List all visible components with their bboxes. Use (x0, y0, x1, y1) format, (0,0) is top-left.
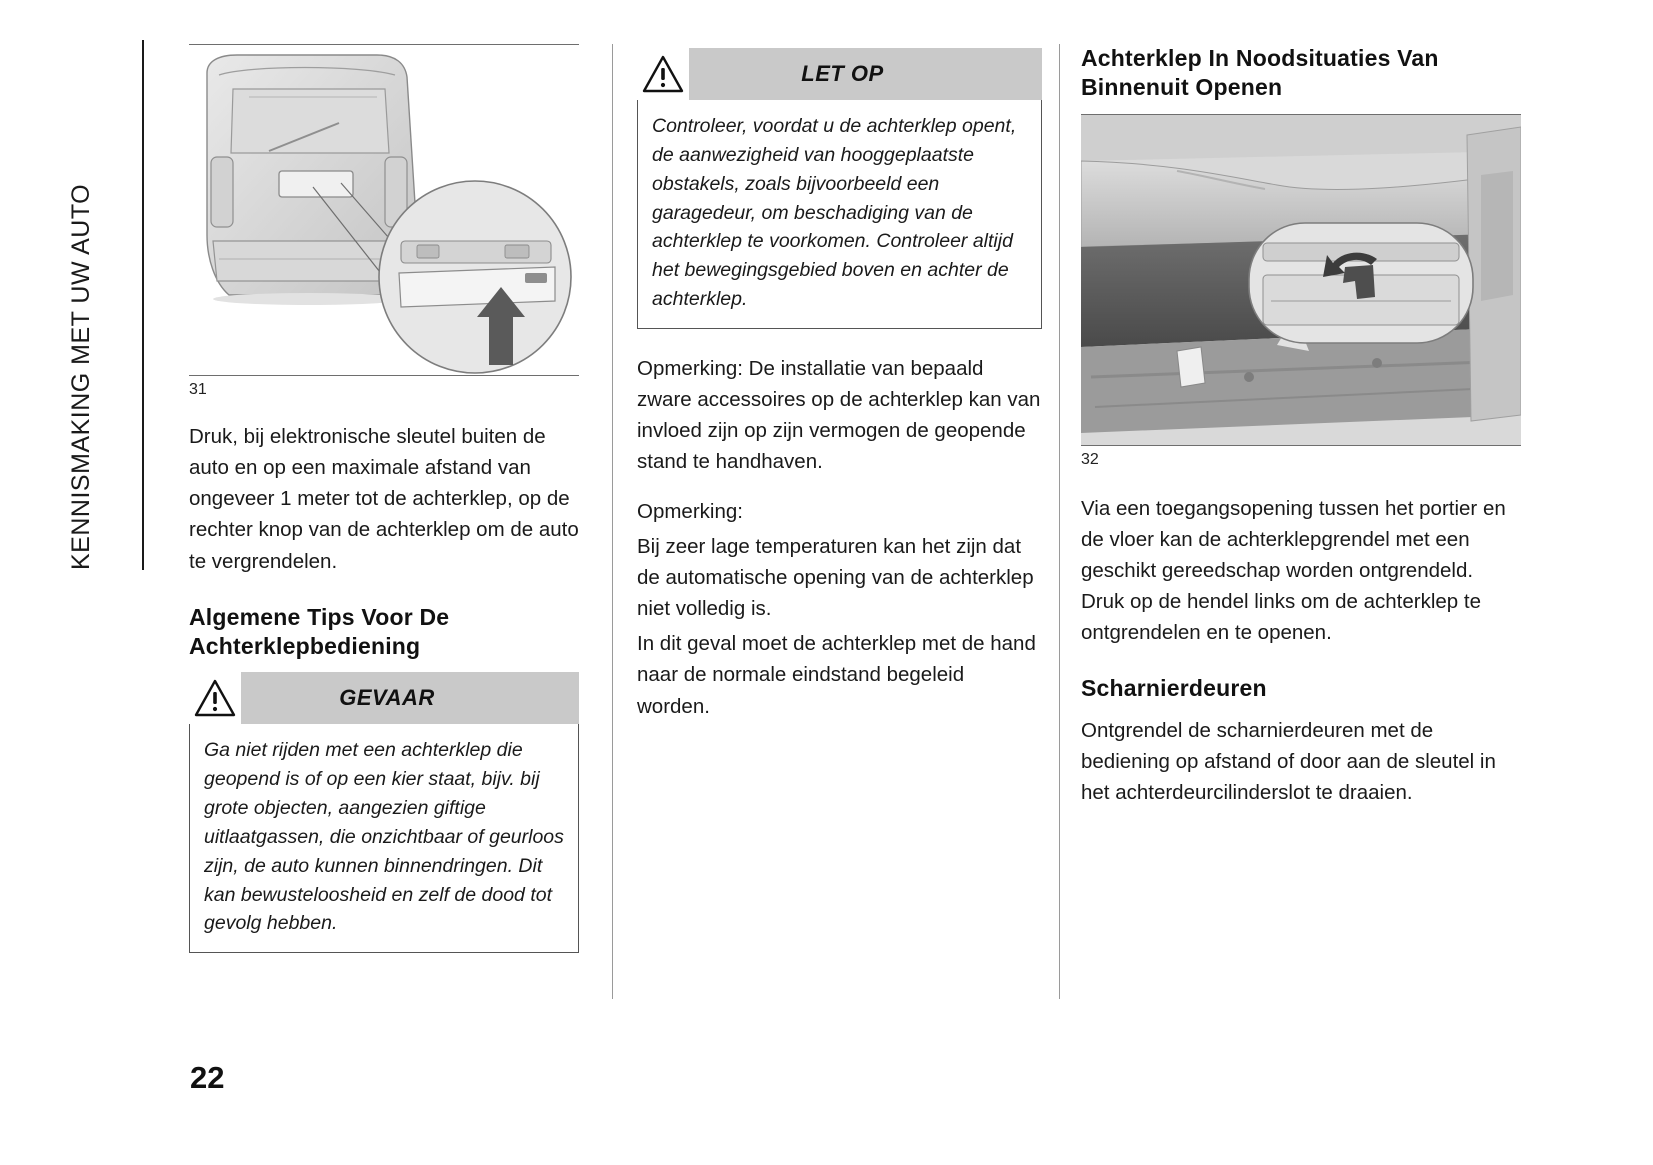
danger-box-header (189, 672, 579, 724)
column-two (637, 44, 1042, 740)
warning-triangle-icon (189, 672, 241, 724)
heading-achterklep-noodsituaties: Achterklep In Noodsituaties Van Binnenuit Openen (1081, 45, 1439, 100)
danger-box-text: Ga niet rijden met een achterklep die geopend is of op een kier staat, bijv. bij grote objecten, aangezien giftige uitlaatgassen, die onzichtbaar of geurloos zijn, de auto kunnen binnendringen. Dit kan bewusteloosheid en zelf de dood tot gevolg hebben. (204, 739, 564, 935)
caution-box (637, 48, 1042, 329)
chapter-side-tab (67, 40, 144, 570)
chapter-label: KENNISMAKING MET UW AUTO (67, 183, 95, 570)
column-divider-1 (612, 44, 613, 999)
column1-paragraph-1: Druk, bij elektronische sleutel buiten de auto en op een maximale afstand van ongeveer 1 meter tot de achterklep, op de rechter knop van de achterklep om de auto te vergrendelen. (189, 425, 579, 573)
danger-box (189, 672, 579, 953)
column3-paragraph-2: Ontgrendel de scharnierdeuren met de bediening op afstand of door aan de sleutel in het achterdeurcilinderslot te draaien. (1081, 719, 1496, 805)
figure-32-number: 32 (1081, 450, 1099, 468)
figure-32-image (1081, 115, 1521, 445)
column-three (1081, 44, 1521, 827)
caution-box-body (637, 100, 1042, 329)
note-1-label: Opmerking: (637, 357, 743, 381)
caution-box-header (637, 48, 1042, 100)
column-divider-2 (1059, 44, 1060, 999)
heading-algemene-tips: Algemene Tips Voor De Achterklepbediening (189, 603, 450, 659)
note-1-text: De installatie van bepaald zware accessoires op de achterklep kan van invloed zijn op zijn vermogen de geopende stand te handhaven. (637, 357, 1041, 474)
note-2-label: Opmerking: (637, 499, 743, 523)
figure-31 (189, 44, 579, 376)
note-2-text: Bij zeer lage temperaturen kan het zijn dat de automatische opening van de achterklep niet volledig is. (637, 534, 1034, 621)
caution-box-text: Controleer, voordat u de achterklep opent, de aanwezigheid van hooggeplaatste obstakels, zoals bijvoorbeeld een garagedeur, om beschadiging van de achterklep te voorkomen. Controleer altijd het bewegingsgebied boven en achter de achterklep. (652, 115, 1017, 311)
page-number: 22 (190, 1060, 225, 1095)
note-1 (637, 353, 1042, 478)
warning-triangle-icon (637, 48, 689, 100)
figure-31-number: 31 (189, 381, 207, 398)
note-2-text-b: In dit geval moet de achterklep met de hand naar de normale eindstand begeleid worden. (637, 632, 1036, 718)
column-one (189, 44, 579, 953)
figure-32 (1081, 114, 1521, 446)
danger-box-body (189, 724, 579, 953)
column3-paragraph-1: Via een toegangsopening tussen het portier en de vloer kan de achterklepgrendel met een geschikt gereedschap worden ontgrendeld. Druk op de hendel links om de achterklep te ontgrendelen en te openen. (1081, 496, 1506, 645)
figure-31-image (189, 45, 579, 375)
caution-box-title: LET OP (801, 61, 884, 86)
danger-box-title: GEVAAR (339, 685, 435, 711)
heading-scharnierdeuren: Scharnierdeuren (1081, 675, 1267, 702)
